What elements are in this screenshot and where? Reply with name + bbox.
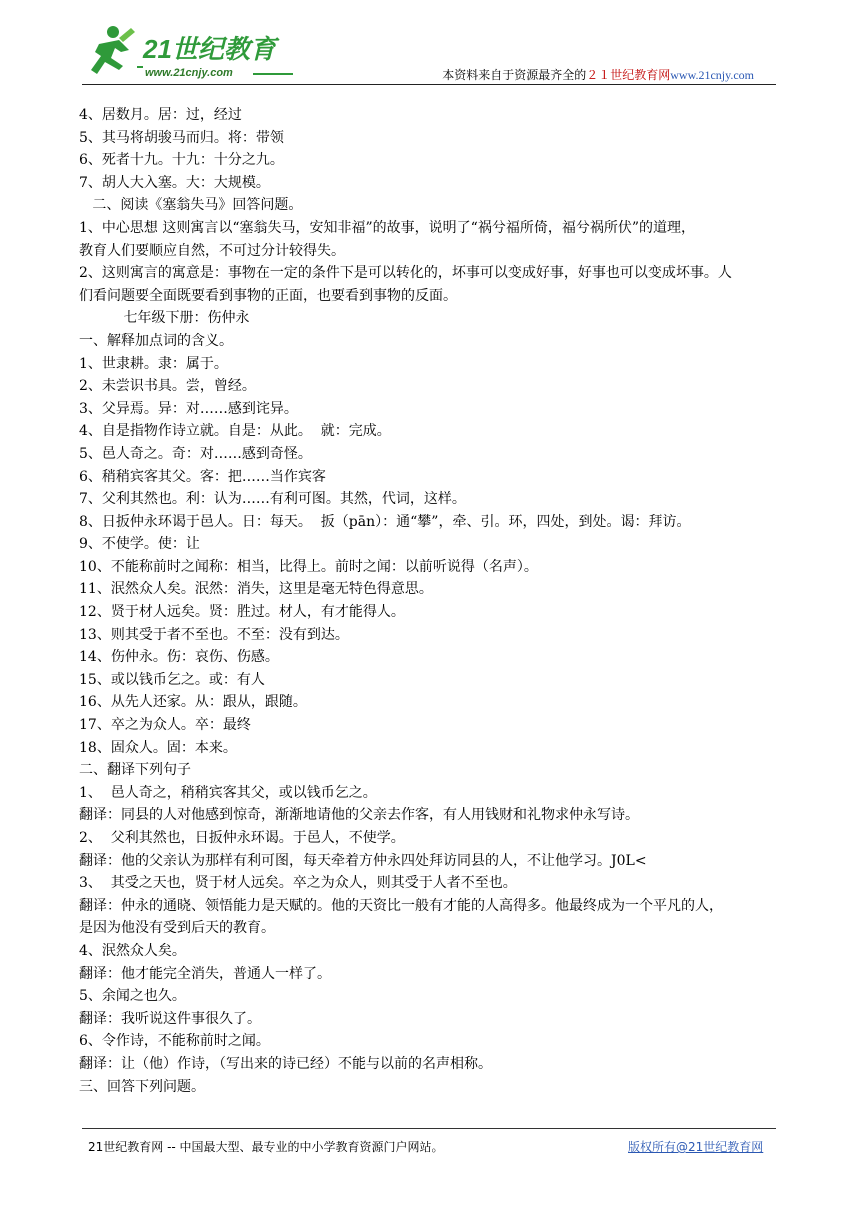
text-line: 4、自是指物作诗立就。自是：从此。 就：完成。 <box>79 423 391 440</box>
page-header <box>0 0 860 100</box>
text-line: 5、余闻之也久。 <box>79 988 186 1005</box>
text-line: 三、回答下列问题。 <box>79 1078 205 1095</box>
runner-icon <box>91 26 135 74</box>
text-line: 2、未尝识书具。尝，曾经。 <box>79 378 256 395</box>
text-line: 3、 其受之天也，贤于材人远矣。卒之为众人，则其受于人者不至也。 <box>79 875 517 892</box>
text-line: 翻译：让（他）作诗，（写出来的诗已经）不能与以前的名声相称。 <box>79 1055 492 1072</box>
text-line: 6、稍稍宾客其父。客：把……当作宾客 <box>79 468 326 485</box>
text-line: 4、泯然众人矣。 <box>79 942 186 959</box>
header-site-name: ２１世纪教育网 <box>586 68 671 82</box>
text-line: 3、父异焉。异：对……感到诧异。 <box>79 400 298 417</box>
text-line: 1、世隶耕。隶：属于。 <box>79 355 228 372</box>
header-divider <box>82 84 776 85</box>
text-line: 们看问题要全面既要看到事物的正面，也要看到事物的反面。 <box>79 287 457 304</box>
text-line: 2、这则寓言的寓意是：事物在一定的条件下是可以转化的，坏事可以变成好事，好事也可以变成坏事。人 <box>79 265 732 282</box>
footer-divider <box>82 1128 776 1129</box>
text-line: 4、居数月。居：过，经过 <box>79 107 242 123</box>
text-line: 七年级下册：伤仲永 <box>79 310 250 327</box>
text-line: 12、贤于材人远矣。贤：胜过。材人，有才能得人。 <box>79 604 405 621</box>
text-line: 11、泯然众人矣。泯然：消失，这里是毫无特色得意思。 <box>79 581 433 598</box>
text-line: 5、其马将胡骏马而归。将：带领 <box>79 129 284 146</box>
text-line: 6、令作诗，不能称前时之闻。 <box>79 1033 270 1050</box>
text-line: 16、从先人还家。从：跟从，跟随。 <box>79 694 307 711</box>
text-line: 翻译：他的父亲认为那样有利可图，每天牵着方仲永四处拜访同县的人，不让他学习。J0L< <box>79 852 647 869</box>
footer-copyright-link[interactable]: 版权所有@21世纪教育网 <box>628 1140 764 1154</box>
text-line: 2、 父利其然也，日扳仲永环谒。于邑人，不使学。 <box>79 830 405 846</box>
text-line: 二、翻译下列句子 <box>79 762 191 779</box>
text-line: 5、邑人奇之。奇：对……感到奇怪。 <box>79 445 312 462</box>
text-line: 14、伤仲永。伤：哀伤、伤感。 <box>79 649 279 666</box>
text-line: 7、父利其然也。利：认为……有利可图。其然，代词，这样。 <box>79 491 466 508</box>
text-line: 翻译：仲永的通晓、领悟能力是天赋的。他的天资比一般有才能的人高得多。他最终成为一个平凡的人， <box>79 897 723 914</box>
header-url[interactable]: www.21cnjy.com <box>670 68 754 82</box>
text-line: 翻译：同县的人对他感到惊奇，渐渐地请他的父亲去作客，有人用钱财和礼物求仲永写诗。 <box>79 807 639 824</box>
site-logo <box>85 22 305 84</box>
text-line: 6、死者十九。十九：十分之九。 <box>79 152 284 169</box>
header-note: 本资料来自于资源最齐全的２１世纪教育网www.21cnjy.com <box>442 68 754 82</box>
logo-brand-text: 21世纪教育 <box>143 34 276 64</box>
logo-url-text: www.21cnjy.com <box>145 67 233 79</box>
footer-text: 21世纪教育网 -- 中国最大型、最专业的中小学教育资源门户网站。 <box>88 1140 444 1154</box>
text-line: 一、解释加点词的含义。 <box>79 332 233 349</box>
text-line: 10、不能称前时之闻称：相当，比得上。前时之闻：以前听说得（名声）。 <box>79 558 538 575</box>
text-line: 翻译：我听说这件事很久了。 <box>79 1010 261 1027</box>
text-line: 17、卒之为众人。卒：最终 <box>79 717 251 734</box>
text-line: 1、 邑人奇之，稍稍宾客其父，或以钱币乞之。 <box>79 784 377 801</box>
text-line: 是因为他没有受到后天的教育。 <box>79 920 275 937</box>
document-body <box>79 104 785 1098</box>
text-line: 1、中心思想 这则寓言以“塞翁失马，安知非福”的故事，说明了“祸兮福所倚，福兮祸所伏”的道理， <box>79 219 695 236</box>
text-line: 7、胡人大入塞。大：大规模。 <box>79 174 270 191</box>
text-line: 15、或以钱币乞之。或：有人 <box>79 671 265 688</box>
text-line: 二、阅读《塞翁失马》回答问题。 <box>79 197 303 214</box>
text-line: 9、不使学。使：让 <box>79 536 200 553</box>
text-line: 13、则其受于者不至也。不至：没有到达。 <box>79 626 349 643</box>
text-line: 翻译：他才能完全消失，普通人一样了。 <box>79 965 331 982</box>
text-line: 教育人们要顺应自然，不可过分计较得失。 <box>79 242 345 259</box>
text-line: 8、日扳仲永环谒于邑人。日：每天。 扳（pān）：通“攀”，牵、引。环，四处，到处。谒：拜访。 <box>79 513 691 530</box>
text-line: 18、固众人。固：本来。 <box>79 739 237 756</box>
